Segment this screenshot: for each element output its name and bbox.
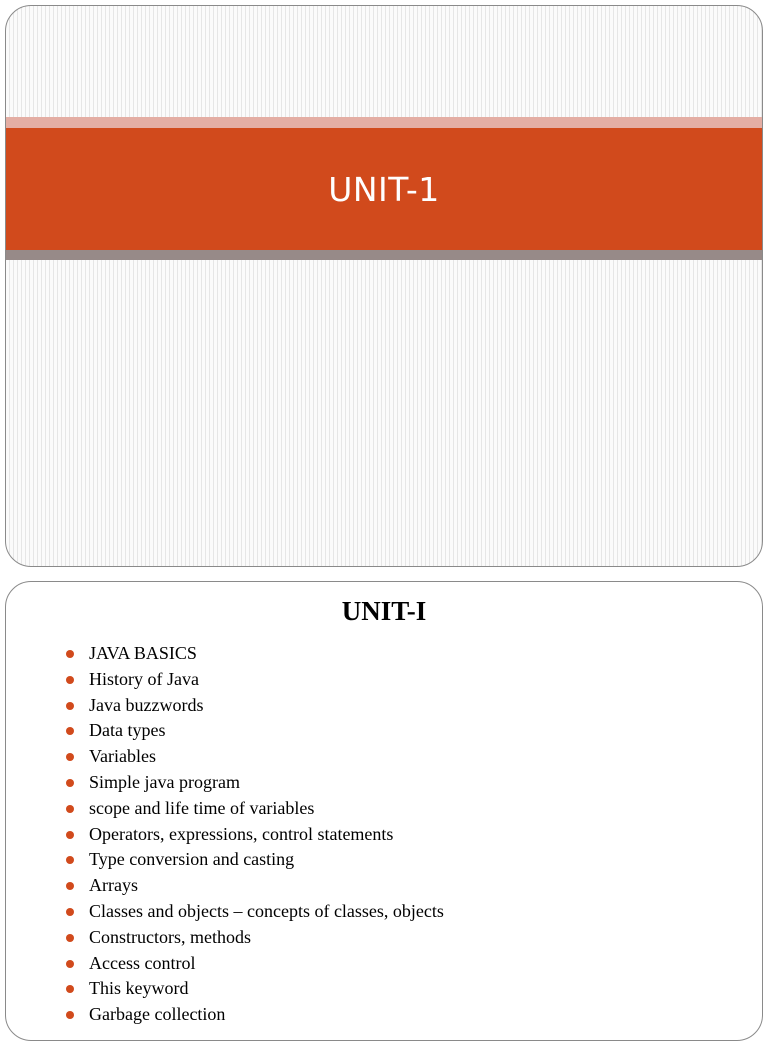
topic-list [66,641,444,1028]
bullet-icon [66,779,74,787]
list-item-text: Constructors, methods [89,926,251,947]
list-item [66,770,444,796]
bullet-icon [66,1011,74,1019]
title-slide [5,5,763,567]
list-item-text: Type conversion and casting [89,849,295,870]
list-item [66,693,444,719]
bullet-icon [66,856,74,864]
bullet-icon [66,702,74,710]
list-item [66,925,444,951]
title-slide-heading: UNIT-1 [328,169,440,209]
list-item-text: scope and life time of variables [89,797,315,818]
list-item-text: This keyword [89,978,189,999]
list-item [66,796,444,822]
bullet-icon [66,753,74,761]
list-item-text: Java buzzwords [89,694,204,715]
list-item [66,718,444,744]
bullet-icon [66,908,74,916]
list-item [66,873,444,899]
list-item-text: Variables [89,746,156,767]
list-item [66,899,444,925]
list-item-text: Garbage collection [89,1004,226,1025]
bullet-icon [66,676,74,684]
list-item [66,1002,444,1028]
list-item [66,847,444,873]
list-item-text: Simple java program [89,771,240,792]
content-slide [5,581,763,1041]
list-item [66,976,444,1002]
title-band-bottom-stripe [6,250,762,260]
list-item [66,951,444,977]
list-item [66,822,444,848]
bullet-icon [66,934,74,942]
list-item-text: Operators, expressions, control statements [89,823,394,844]
bullet-icon [66,882,74,890]
list-item-text: Access control [89,952,196,973]
bullet-icon [66,650,74,658]
bullet-icon [66,727,74,735]
list-item [66,667,444,693]
list-item [66,641,444,667]
title-band-top-stripe [6,117,762,128]
bullet-icon [66,960,74,968]
bullet-icon [66,985,74,993]
list-item-text: Data types [89,720,166,741]
list-item-text: History of Java [89,668,199,689]
bullet-icon [66,805,74,813]
title-band [6,128,762,250]
list-item-text: Classes and objects – concepts of classes, objects [89,900,444,921]
content-slide-heading: UNIT-I [341,596,427,626]
bullet-icon [66,831,74,839]
list-item-text: Arrays [89,875,138,896]
list-item [66,744,444,770]
list-item-text: JAVA BASICS [89,643,197,663]
